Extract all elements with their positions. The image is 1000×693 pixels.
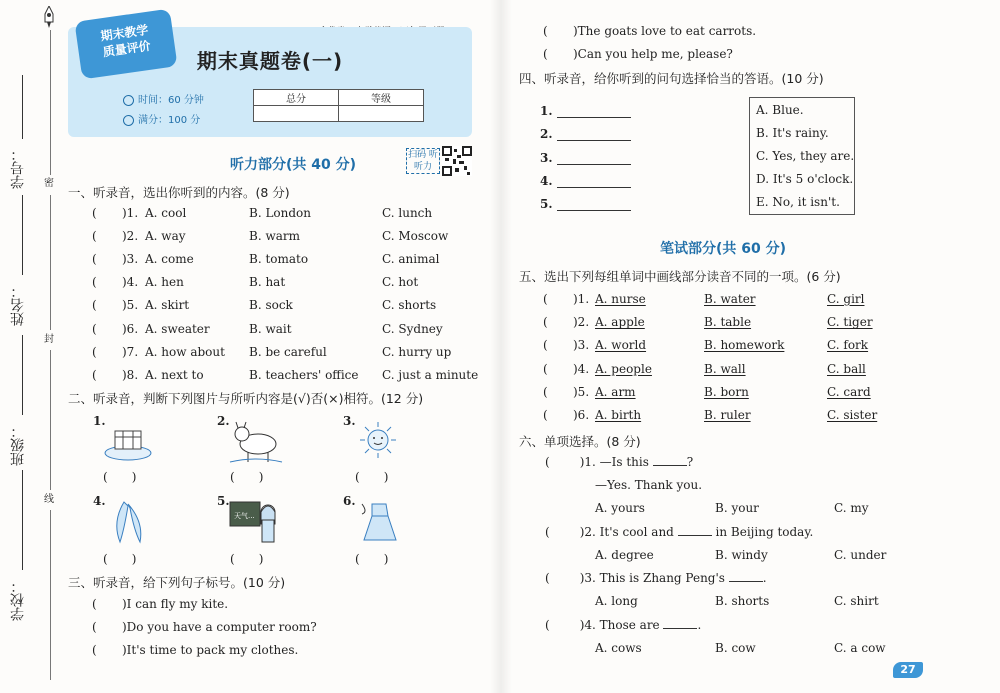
question-stem-end: .: [697, 618, 702, 632]
answer-paren[interactable]: (: [92, 229, 97, 244]
option-c[interactable]: C. Sydney: [382, 321, 443, 336]
question-number: 1.: [540, 104, 553, 118]
sun-picture: [358, 420, 398, 464]
answer-paren[interactable]: (: [92, 597, 97, 611]
question-stem: )2. It's cool and: [579, 525, 674, 539]
sentence-text: )Do you have a computer room?: [122, 620, 317, 634]
name-field-line[interactable]: [22, 195, 23, 275]
answer-paren[interactable]: (: [543, 292, 548, 306]
option-b[interactable]: B. warm: [249, 229, 300, 244]
school-field-line[interactable]: [22, 470, 23, 570]
option-c[interactable]: C. Moscow: [382, 229, 449, 244]
answer-paren[interactable]: (: [545, 525, 550, 539]
question-reply: —Yes. Thank you.: [595, 478, 703, 492]
option-b[interactable]: B. wait: [249, 321, 292, 336]
option-a[interactable]: A. cows: [595, 641, 642, 655]
option-a[interactable]: A. apple: [595, 315, 645, 330]
student-id-field-line[interactable]: [22, 75, 23, 139]
picture-number: 2.: [217, 414, 230, 428]
sentence-text: )It's time to pack my clothes.: [122, 643, 299, 657]
option-b[interactable]: B. teachers' office: [249, 367, 359, 382]
answer-paren-open: (: [103, 552, 108, 566]
score-table-grade-cell[interactable]: [339, 106, 424, 122]
option-a[interactable]: A. how about: [145, 344, 225, 359]
part4-heading: 四、听录音，给你听到的问句选择恰当的答语。(10 分): [519, 71, 824, 86]
question-stem: )3. This is Zhang Peng's: [579, 571, 725, 585]
picture-number: 4.: [93, 494, 106, 508]
rocket-icon: [44, 6, 54, 28]
badge-line-2: 质量评价: [101, 38, 152, 60]
fill-blank[interactable]: [678, 525, 712, 536]
written-section-title: 笔试部分(共 60 分): [660, 241, 787, 257]
answer-parens[interactable]: ( ): [230, 470, 264, 484]
option-c[interactable]: C. hot: [382, 275, 419, 290]
answer-paren[interactable]: (: [543, 315, 548, 330]
option-a[interactable]: A. birth: [595, 408, 642, 422]
answer-option: D. It's 5 o'clock.: [756, 172, 854, 186]
option-a[interactable]: A. cool: [145, 206, 187, 220]
option-b[interactable]: B. wall: [704, 361, 746, 376]
option-b[interactable]: B. tomato: [249, 252, 309, 267]
part5-heading: 五、选出下列每组单词中画线部分读音不同的一项。(6 分): [519, 269, 841, 284]
part3-heading: 三、听录音，给下列句子标号。(10 分): [68, 575, 286, 590]
option-a[interactable]: A. hen: [145, 275, 184, 290]
option-b[interactable]: B. be careful: [249, 344, 327, 359]
question-stem-end: ?: [686, 455, 694, 469]
part1-heading: 一、听录音，选出你听到的内容。(8 分): [68, 185, 290, 200]
option-b[interactable]: B. windy: [715, 548, 768, 562]
answer-parens[interactable]: ( ): [355, 470, 389, 484]
question-number: )5.: [573, 384, 590, 399]
check-icon: [123, 115, 134, 126]
option-b[interactable]: B. born: [704, 384, 749, 399]
bananas-picture: [110, 500, 150, 550]
answer-paren[interactable]: (: [543, 24, 548, 38]
question-stem: )4. Those are: [579, 618, 660, 632]
answer-paren[interactable]: (: [543, 408, 548, 422]
full-score-text: 满分：100 分: [138, 115, 201, 126]
badge-line-1: 期末教学: [99, 22, 150, 44]
answer-paren[interactable]: (: [92, 620, 97, 634]
answer-paren-open: (: [103, 470, 108, 484]
question-number: )3.: [122, 252, 139, 267]
page-number: 27: [893, 662, 923, 678]
question-number: )7.: [122, 344, 139, 359]
answer-paren[interactable]: (: [543, 47, 548, 61]
name-field-label: 姓名：: [10, 284, 26, 326]
student-id-field-label: 学号：: [10, 147, 26, 189]
answer-paren[interactable]: (: [543, 361, 548, 376]
option-c[interactable]: C. hurry up: [382, 344, 452, 359]
option-a[interactable]: A. long: [595, 594, 638, 608]
sentence-text: )Can you help me, please?: [573, 47, 733, 61]
answer-parens[interactable]: ( ): [230, 552, 264, 566]
question-number: )4.: [573, 361, 590, 376]
option-a[interactable]: A. way: [145, 229, 186, 244]
answer-blank[interactable]: [557, 164, 631, 165]
part6-heading: 六、单项选择。(8 分): [519, 434, 641, 449]
option-b[interactable]: B. shorts: [715, 594, 770, 608]
picture-number: 5.: [217, 494, 230, 508]
option-a[interactable]: A. world: [595, 338, 647, 353]
girl-at-blackboard-picture: [228, 498, 280, 550]
option-b[interactable]: B. water: [704, 292, 756, 306]
sentence-text: )I can fly my kite.: [122, 597, 229, 611]
school-field-label: 学校：: [10, 579, 26, 621]
answer-option: C. Yes, they are.: [756, 149, 855, 163]
answer-paren[interactable]: (: [92, 252, 97, 267]
score-table-total-header: 总分: [254, 90, 339, 106]
time-text: 时间：60 分钟: [138, 95, 204, 106]
answer-paren[interactable]: (: [92, 643, 97, 657]
option-b[interactable]: B. homework: [704, 338, 785, 353]
bind-char-xian: 线: [44, 494, 54, 505]
class-field-line[interactable]: [22, 335, 23, 415]
clock-icon: [123, 95, 134, 106]
part2-heading: 二、听录音，判断下列图片与所听内容是(√)否(×)相符。(12 分): [68, 391, 424, 406]
question-number: 3.: [540, 150, 553, 165]
answer-paren[interactable]: (: [543, 384, 548, 399]
fill-blank[interactable]: [653, 455, 687, 466]
option-c[interactable]: C. ball: [827, 361, 866, 376]
question-number: )3.: [573, 338, 590, 353]
answer-paren[interactable]: (: [92, 321, 97, 336]
option-b[interactable]: B. table: [704, 315, 752, 330]
answer-paren[interactable]: (: [92, 367, 97, 382]
fill-blank[interactable]: [729, 571, 763, 582]
question-row: [545, 618, 701, 632]
question-number: )6.: [573, 408, 590, 422]
answer-paren[interactable]: (: [545, 571, 550, 585]
option-a[interactable]: A. degree: [595, 548, 654, 562]
option-c[interactable]: C. lunch: [382, 206, 433, 220]
answer-option: B. It's rainy.: [756, 126, 829, 140]
question-row: [545, 455, 693, 469]
answer-paren-open: (: [355, 470, 360, 484]
time-info: [123, 91, 204, 106]
picture-number: 1.: [93, 414, 106, 428]
answer-blank[interactable]: [557, 117, 631, 118]
answer-blank[interactable]: [557, 140, 631, 141]
answer-paren[interactable]: (: [92, 344, 97, 359]
option-c[interactable]: C. my: [834, 501, 869, 515]
question-number: )1.: [573, 292, 590, 306]
header-panel: [68, 22, 472, 137]
option-c[interactable]: C. a cow: [834, 641, 886, 655]
question-number: 4.: [540, 173, 553, 188]
sentence-text: )The goats love to eat carrots.: [573, 24, 757, 38]
question-stem-end: .: [762, 571, 767, 585]
question-stem-end: in Beijing today.: [715, 525, 814, 539]
question-number: )1.: [122, 206, 139, 220]
qr-label: 扫码 听听力: [406, 148, 440, 174]
option-a[interactable]: A. nurse: [595, 292, 646, 306]
question-number: )4.: [122, 275, 139, 290]
question-number: )2.: [573, 315, 590, 330]
option-c[interactable]: C. animal: [382, 252, 440, 267]
picture-number: 6.: [343, 494, 356, 508]
question-number: )8.: [122, 367, 139, 382]
answer-option: E. No, it isn't.: [756, 195, 840, 209]
question-number: )5.: [122, 298, 139, 313]
option-c[interactable]: C. just a minute: [382, 367, 479, 382]
option-c[interactable]: C. tiger: [827, 315, 873, 330]
answer-option: A. Blue.: [756, 103, 804, 117]
bind-char-feng: 封: [44, 334, 54, 345]
blackboard-text: 天气...: [234, 512, 255, 520]
playground-picture: [103, 425, 153, 465]
option-b[interactable]: B. London: [249, 206, 312, 220]
answer-paren-open: (: [355, 552, 360, 566]
question-row: [545, 571, 767, 585]
option-a[interactable]: A. skirt: [145, 298, 190, 313]
page-fold: [490, 0, 512, 693]
answer-paren[interactable]: (: [92, 206, 97, 220]
option-a[interactable]: A. sweater: [145, 321, 210, 336]
class-field-label: 班级：: [10, 424, 26, 466]
score-table-grade-header: 等级: [339, 90, 424, 106]
score-table: [253, 89, 424, 122]
picture-number: 3.: [343, 414, 356, 428]
answer-paren-open: (: [230, 470, 235, 484]
answer-paren[interactable]: (: [92, 298, 97, 313]
qr-code-icon[interactable]: [442, 146, 472, 180]
option-c[interactable]: C. girl: [827, 292, 865, 306]
part4-answer-box: [749, 97, 855, 215]
question-number: )2.: [122, 229, 139, 244]
score-info: [123, 111, 200, 126]
answer-paren[interactable]: (: [545, 618, 550, 632]
option-c[interactable]: C. fork: [827, 338, 869, 353]
option-c[interactable]: C. shirt: [834, 594, 879, 608]
answer-paren-open: (: [230, 552, 235, 566]
score-table-total-cell[interactable]: [254, 106, 339, 122]
option-a[interactable]: A. come: [145, 252, 194, 267]
answer-blank[interactable]: [557, 187, 631, 188]
dress-picture: [358, 500, 400, 548]
question-number: )6.: [122, 321, 139, 336]
option-c[interactable]: C. under: [834, 548, 887, 562]
option-c[interactable]: C. card: [827, 384, 871, 399]
answer-blank[interactable]: [557, 210, 631, 211]
bind-char-mi: 密: [44, 178, 54, 189]
answer-paren[interactable]: (: [92, 275, 97, 290]
page-title: 期末真题卷(一): [196, 49, 344, 73]
question-number: 5.: [540, 197, 553, 212]
question-stem: )1. —Is this: [579, 455, 649, 469]
option-c[interactable]: C. sister: [827, 408, 878, 422]
listening-section-title: 听力部分(共 40 分): [230, 157, 357, 173]
option-b[interactable]: B. sock: [249, 298, 293, 313]
option-a[interactable]: A. next to: [145, 367, 204, 382]
answer-parens[interactable]: ( ): [355, 552, 389, 566]
answer-paren[interactable]: (: [543, 338, 548, 353]
option-b[interactable]: B. ruler: [704, 408, 751, 422]
answer-parens[interactable]: ( ): [103, 552, 137, 566]
goats-picture: [228, 420, 284, 468]
option-c[interactable]: C. shorts: [382, 298, 437, 313]
option-b[interactable]: B. cow: [715, 641, 756, 655]
question-row: [545, 525, 813, 539]
answer-parens[interactable]: ( ): [103, 470, 137, 484]
option-b[interactable]: B. your: [715, 501, 759, 515]
option-a[interactable]: A. yours: [595, 501, 645, 515]
question-number: 2.: [540, 127, 553, 142]
option-a[interactable]: A. people: [595, 361, 652, 376]
option-b[interactable]: B. hat: [249, 275, 286, 290]
option-a[interactable]: A. arm: [595, 384, 636, 399]
answer-paren[interactable]: (: [545, 455, 550, 469]
fill-blank[interactable]: [663, 618, 697, 629]
